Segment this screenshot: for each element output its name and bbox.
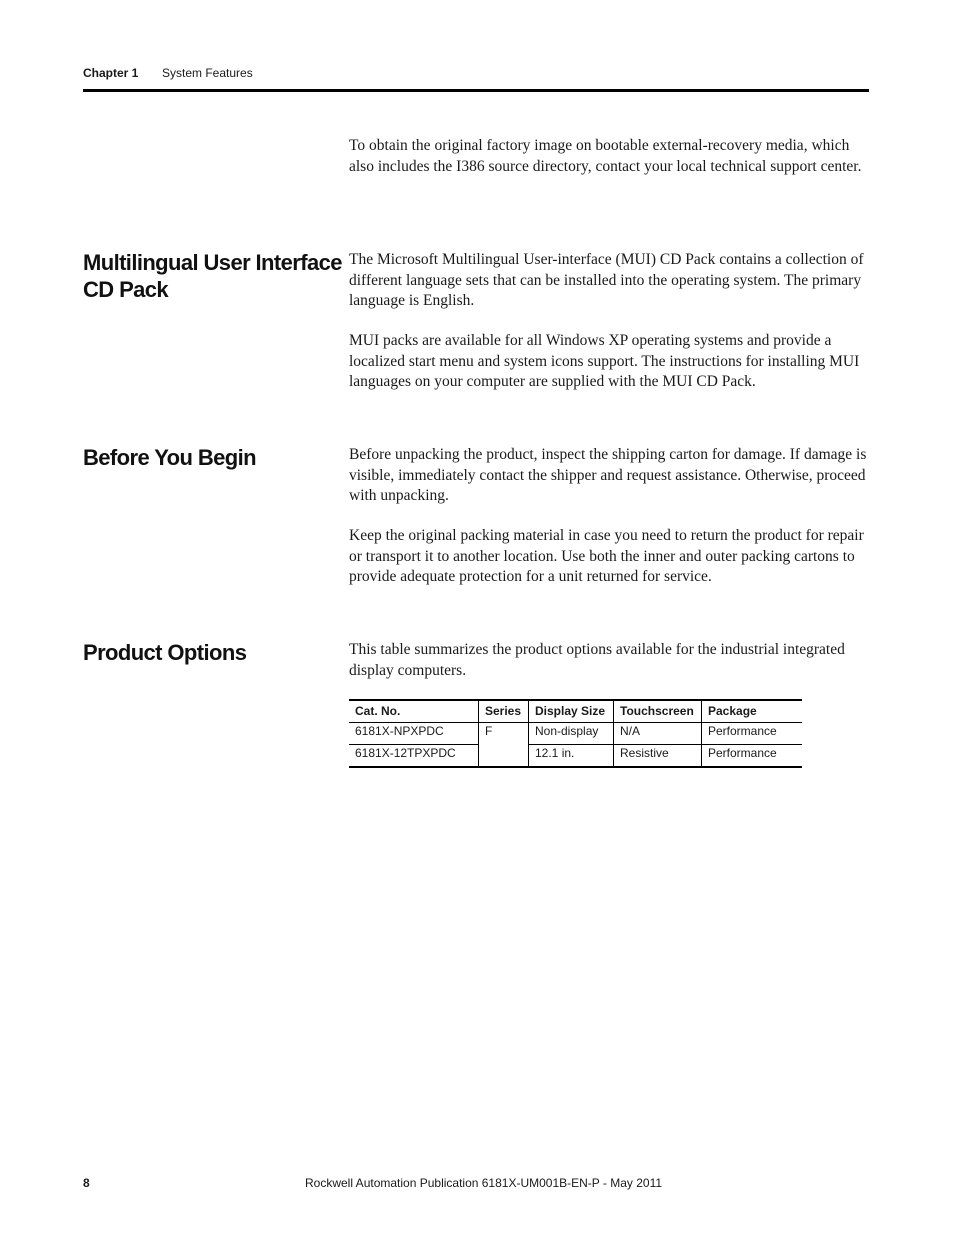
table-row (349, 723, 802, 745)
col-header-cat-no: Cat. No. (349, 700, 479, 723)
table-header-row (349, 700, 802, 723)
heading-before-you-begin: Before You Begin (83, 445, 256, 470)
publication-info: Rockwell Automation Publication 6181X-UM001B-EN-P - May 2011 (305, 1176, 663, 1190)
table-row (349, 745, 802, 768)
chapter-label: Chapter 1 (83, 66, 139, 80)
cell-cat-no: 6181X-NPXPDC (349, 723, 479, 745)
options-paragraph: This table summarizes the product options available for the industrial integrated display computers. (349, 641, 845, 679)
cell-touchscreen: N/A (614, 723, 702, 745)
col-header-display-size: Display Size (529, 700, 614, 723)
header-rule (83, 89, 869, 92)
cell-touchscreen: Resistive (614, 745, 702, 768)
cell-display-size: 12.1 in. (529, 745, 614, 768)
cell-cat-no: 6181X-12TPXPDC (349, 745, 479, 768)
mui-paragraph-1: The Microsoft Multilingual User-interface (MUI) CD Pack contains a collection of different language sets that can be installed into the operating system. The primary language is English. (349, 251, 864, 309)
mui-paragraph-2: MUI packs are available for all Windows XP operating systems and provide a localized start menu and system icons support. The instructions for installing MUI languages on your computer are supplied with the MUI CD Pack. (349, 332, 860, 390)
running-header (83, 66, 253, 80)
col-header-touchscreen: Touchscreen (614, 700, 702, 723)
before-paragraph-2: Keep the original packing material in case you need to return the product for repair or transport it to another location. Use both the inner and outer packing cartons to provide adequate protection for a unit returned for service. (349, 527, 864, 585)
col-header-series: Series (479, 700, 529, 723)
intro-paragraph: To obtain the original factory image on bootable external-recovery media, which also includes the I386 source directory, contact your local technical support center. (349, 137, 862, 175)
page-number: 8 (83, 1176, 90, 1190)
cell-package: Performance (702, 745, 803, 768)
product-options-table (349, 699, 802, 768)
col-header-package: Package (702, 700, 803, 723)
cell-display-size: Non-display (529, 723, 614, 745)
cell-series: F (479, 723, 529, 745)
cell-package: Performance (702, 723, 803, 745)
heading-product-options: Product Options (83, 640, 247, 665)
heading-mui-cd-pack: Multilingual User Interface CD Pack (83, 250, 342, 302)
before-paragraph-1: Before unpacking the product, inspect the shipping carton for damage. If damage is visible, immediately contact the shipper and request assistance. Otherwise, proceed with unpacking. (349, 446, 867, 504)
section-title: System Features (162, 66, 253, 80)
cell-series (479, 745, 529, 768)
